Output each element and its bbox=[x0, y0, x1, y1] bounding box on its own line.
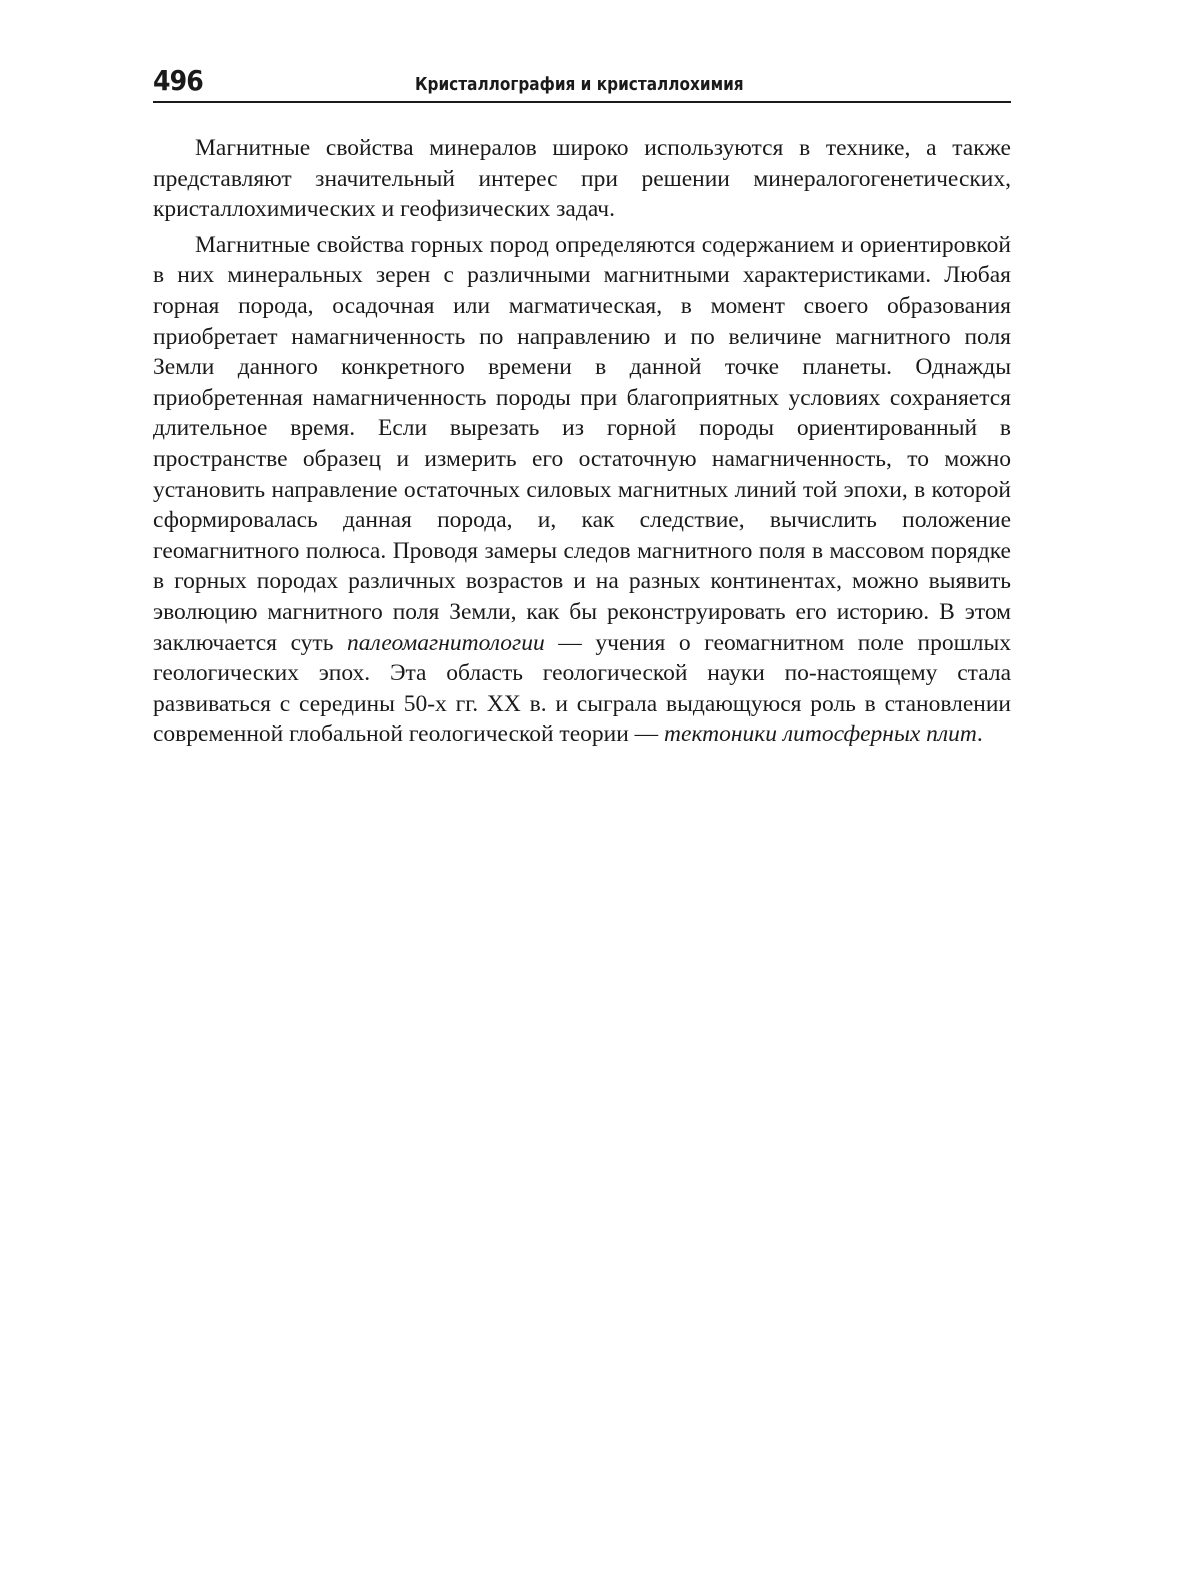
paragraph-1-text: Магнитные свойства минералов широко используются в технике, а также представляют значительный интерес при решении минералогогенетических, кристаллохимических и геофизических задач. bbox=[153, 135, 1011, 223]
paragraph-1 bbox=[153, 133, 1011, 225]
page-number: 496 bbox=[153, 64, 203, 97]
paragraph-2-text-middle: — учения о геомагнитном поле прошлых геологических эпох. Эта область геологической науки по-настоящему стала развиваться с середины 50-х гг. XX в. и сыграла выдающуюся роль в становлении современной глобальной геологической теории — bbox=[153, 629, 1011, 748]
term-plate-tectonics: тектоники литосферных плит bbox=[664, 721, 977, 748]
header-rule bbox=[153, 101, 1011, 103]
paragraph-2 bbox=[153, 230, 1011, 750]
page-header bbox=[153, 64, 1011, 104]
term-paleomagnetism: палеомагнитологии bbox=[347, 629, 545, 656]
running-title: Кристаллография и кристаллохимия bbox=[415, 74, 744, 95]
body-text bbox=[153, 133, 1011, 755]
paragraph-2-text-end: . bbox=[976, 721, 983, 748]
paragraph-2-text-start: Магнитные свойства горных пород определяются содержанием и ориентировкой в них минеральных зерен с различными магнитными характеристиками. Любая горная порода, осадочная или магматическая, в момент своего образования приобретает намагниченность по направлению и по величине магнитного поля Земли данного конкретного времени в данной точке планеты. Однажды приобретенная намагниченность породы при благоприятных условиях сохраняется длительное время. Если вырезать из горной породы ориентированный в пространстве образец и измерить его остаточную намагниченность, то можно установить направление остаточных силовых магнитных линий той эпохи, в которой сформировалась данная порода, и, как следствие, вычислить положение геомагнитного полюса. Проводя замеры следов магнитного поля в массовом порядке в горных породах различных возрастов и на разных континентах, можно выявить эволюцию магнитного поля Земли, как бы реконструировать его историю. В этом заключается суть bbox=[153, 231, 1011, 656]
